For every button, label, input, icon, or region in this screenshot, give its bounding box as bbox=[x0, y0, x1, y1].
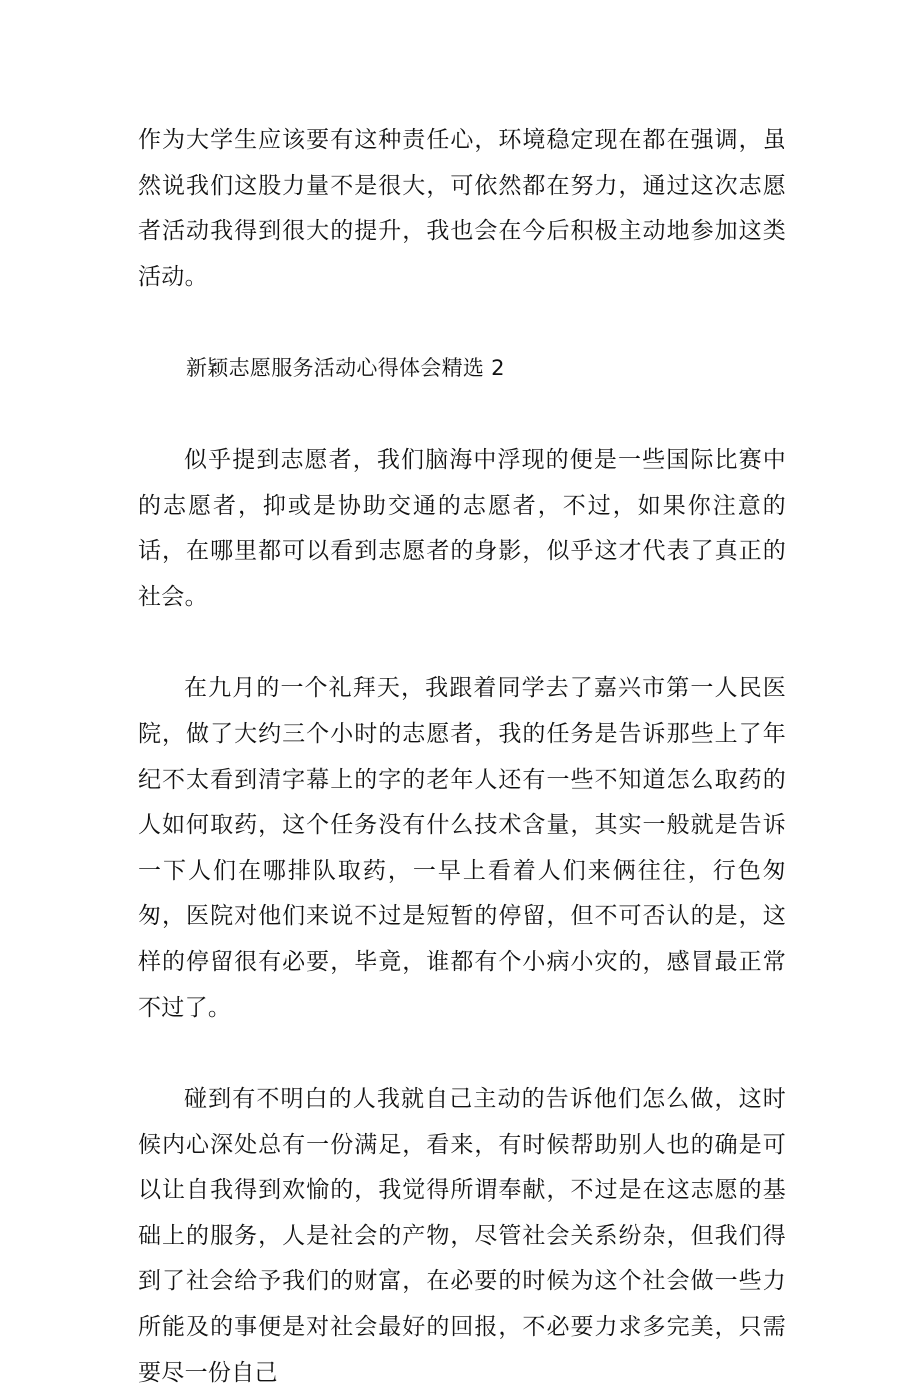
paragraph-responsibility: 作为大学生应该要有这种责任心，环境稳定现在都在强调，虽然说我们这股力量不是很大，可依然都在努力，通过这次志愿者活动我得到很大的提升，我也会在今后积极主动地参加这类活动。 bbox=[138, 127, 786, 290]
paragraph-hospital-experience: 在九月的一个礼拜天，我跟着同学去了嘉兴市第一人民医院，做了大约三个小时的志愿者，我的任务是告诉那些上了年纪不太看到清字幕上的字的老年人还有一些不知道怎么取药的人如何取药，这个任务没有什么技术含量，其实一般就是告诉一下人们在哪排队取药，一早上看着人们来俩往往，行色匆匆，医院对他们来说不过是短暂的停留，但不可否认的是，这样的停留很有必要，毕竟，谁都有个小病小灾的，感冒最正常不过了。 bbox=[138, 675, 786, 1021]
paragraph-reflection: 碰到有不明白的人我就自己主动的告诉他们怎么做，这时候内心深处总有一份满足，看来，有时候帮助别人也的确是可以让自我得到欢愉的，我觉得所谓奉献，不过是在这志愿的基础上的服务，人是社会的产物，尽管社会关系纷杂，但我们得到了社会给予我们的财富，在必要的时候为这个社会做一些力所能及的事便是对社会最好的回报，不必要力求多完美，只需要尽一份自己 bbox=[138, 1086, 786, 1386]
section-heading: 新颖志愿服务活动心得体会精选 2 bbox=[186, 356, 505, 381]
document-page bbox=[138, 118, 786, 1396]
paragraph-volunteer-intro: 似乎提到志愿者，我们脑海中浮现的便是一些国际比赛中的志愿者，抑或是协助交通的志愿者，不过，如果你注意的话，在哪里都可以看到志愿者的身影，似乎这才代表了真正的社会。 bbox=[138, 446, 786, 610]
